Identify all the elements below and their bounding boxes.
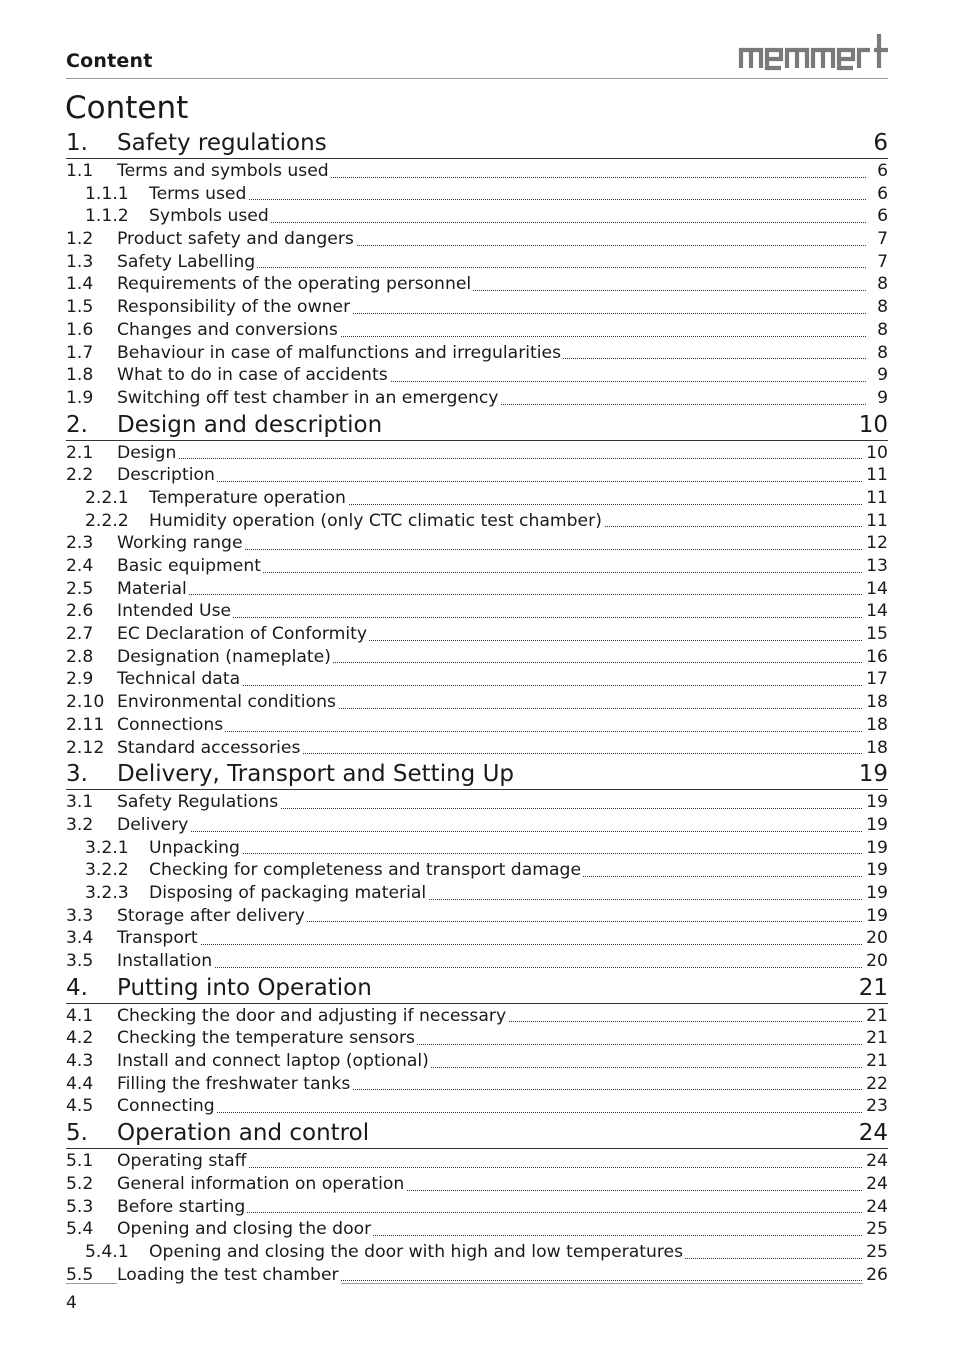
toc-entry[interactable] xyxy=(66,646,888,669)
toc-entry[interactable] xyxy=(66,1050,888,1073)
entry-number: 2.2.1 xyxy=(85,487,129,508)
entry-title: Description xyxy=(117,465,215,486)
entry-number: 2.8 xyxy=(66,646,94,667)
entry-number: 2.10 xyxy=(66,692,105,713)
entry-title: Environmental conditions xyxy=(117,692,336,713)
entry-title: General information on operation xyxy=(117,1173,405,1194)
entry-title: Requirements of the operating personnel xyxy=(117,274,472,295)
entry-number: 2.4 xyxy=(66,556,94,576)
toc-entry[interactable] xyxy=(66,859,888,882)
toc-entry[interactable] xyxy=(66,714,888,737)
entry-title: Connecting xyxy=(117,1096,215,1117)
entry-number: 5.2 xyxy=(66,1173,94,1194)
chapter-number: 4. xyxy=(66,974,88,1001)
entry-title: Behaviour in case of malfunctions and irregularities xyxy=(117,342,562,363)
entry-page-number: 14 xyxy=(863,578,888,601)
toc-entry[interactable] xyxy=(66,1150,888,1173)
entry-page-number: 14 xyxy=(863,600,888,623)
chapter-number: 3. xyxy=(66,761,88,788)
toc-entry[interactable] xyxy=(66,387,888,410)
entry-page-number: 11 xyxy=(863,510,888,533)
entry-page-number: 9 xyxy=(874,387,888,410)
entry-title: Symbols used xyxy=(149,206,269,227)
toc-entry[interactable] xyxy=(66,251,888,274)
entry-number: 1.6 xyxy=(66,319,94,340)
entry-page-number: 18 xyxy=(863,737,888,760)
chapter-page-number: 19 xyxy=(858,761,888,788)
toc-entry[interactable] xyxy=(66,600,888,623)
toc-entry[interactable] xyxy=(66,950,888,973)
toc-entry[interactable] xyxy=(66,837,888,860)
header-section-label: Content xyxy=(66,50,153,72)
entry-title: Standard accessories xyxy=(117,737,301,758)
entry-title: Disposing of packaging material xyxy=(149,882,427,903)
entry-title: Checking the temperature sensors xyxy=(117,1028,415,1049)
entry-title: Terms used xyxy=(149,183,247,204)
toc-chapter-heading[interactable] xyxy=(66,128,888,159)
entry-title: Designation (nameplate) xyxy=(117,646,331,667)
entry-page-number: 19 xyxy=(863,814,888,837)
entry-number: 2.7 xyxy=(66,624,94,645)
toc-entry[interactable] xyxy=(66,882,888,905)
chapter-page-number: 24 xyxy=(858,1120,888,1147)
toc-entry[interactable] xyxy=(66,1218,888,1241)
toc-entry[interactable] xyxy=(66,691,888,714)
toc-entry[interactable] xyxy=(66,464,888,487)
entry-number: 2.3 xyxy=(66,533,94,554)
entry-number: 3.2.2 xyxy=(85,860,129,881)
toc-entry[interactable] xyxy=(66,205,888,228)
memmert-logo xyxy=(738,30,890,72)
toc-chapter-heading[interactable] xyxy=(66,759,888,790)
entry-page-number: 10 xyxy=(863,442,888,465)
entry-title: Changes and conversions xyxy=(117,319,338,340)
toc-entry[interactable] xyxy=(66,442,888,465)
toc-entry[interactable] xyxy=(66,578,888,601)
entry-number: 1.1.1 xyxy=(85,183,129,204)
toc-chapter-heading[interactable] xyxy=(66,1118,888,1149)
entry-number: 5.4 xyxy=(66,1219,94,1240)
entry-number: 3.5 xyxy=(66,951,94,971)
entry-page-number: 24 xyxy=(863,1173,888,1196)
entry-page-number: 8 xyxy=(874,296,888,319)
toc-entry[interactable] xyxy=(66,342,888,365)
entry-page-number: 24 xyxy=(863,1150,888,1173)
dot-leader xyxy=(117,594,866,595)
entry-title: Safety Labelling xyxy=(117,251,256,272)
toc-entry[interactable] xyxy=(66,1005,888,1028)
entry-page-number: 24 xyxy=(863,1196,888,1219)
entry-number: 1.7 xyxy=(66,342,94,363)
chapter-number: 5. xyxy=(66,1120,88,1147)
entry-page-number: 17 xyxy=(863,668,888,691)
toc-entry[interactable] xyxy=(66,1027,888,1050)
entry-page-number: 21 xyxy=(863,1005,888,1028)
entry-title: Storage after delivery xyxy=(117,905,305,926)
entry-number: 2.12 xyxy=(66,737,105,758)
entry-page-number: 22 xyxy=(863,1073,888,1096)
entry-page-number: 23 xyxy=(863,1095,888,1118)
entry-number: 3.1 xyxy=(66,792,94,813)
entry-number: 2.2.2 xyxy=(85,510,129,531)
toc-entry[interactable] xyxy=(66,228,888,251)
toc-entry[interactable] xyxy=(66,532,888,555)
dot-leader xyxy=(149,199,866,200)
entry-number: 5.5 xyxy=(66,1264,94,1285)
entry-page-number: 19 xyxy=(863,905,888,928)
entry-page-number: 21 xyxy=(863,1027,888,1050)
toc-entry[interactable] xyxy=(66,623,888,646)
entry-title: Install and connect laptop (optional) xyxy=(117,1051,429,1072)
entry-title: Temperature operation xyxy=(149,487,346,508)
entry-number: 1.5 xyxy=(66,297,94,318)
entry-title: Intended Use xyxy=(117,601,232,622)
dot-leader xyxy=(117,831,866,832)
entry-page-number: 25 xyxy=(863,1241,888,1264)
entry-number: 1.8 xyxy=(66,365,94,386)
entry-title: Responsibility of the owner xyxy=(117,297,351,318)
entry-title: Terms and symbols used xyxy=(117,161,329,181)
chapter-title: Safety regulations xyxy=(117,130,327,156)
entry-title: Material xyxy=(117,578,187,599)
chapter-page-number: 10 xyxy=(858,411,888,438)
entry-number: 5.3 xyxy=(66,1196,94,1217)
dot-leader xyxy=(117,731,866,732)
entry-number: 1.9 xyxy=(66,387,94,408)
page-title: Content xyxy=(65,90,189,126)
entry-number: 3.4 xyxy=(66,928,94,949)
page-number: 4 xyxy=(66,1293,77,1313)
entry-title: Opening and closing the door xyxy=(117,1219,372,1240)
entry-title: What to do in case of accidents xyxy=(117,365,388,386)
entry-number: 3.2.1 xyxy=(85,837,129,858)
chapter-page-number: 6 xyxy=(873,130,888,156)
entry-title: Checking the door and adjusting if necessary xyxy=(117,1005,507,1026)
entry-page-number: 25 xyxy=(863,1218,888,1241)
chapter-number: 2. xyxy=(66,411,88,438)
toc-entry[interactable] xyxy=(66,160,888,183)
entry-page-number: 6 xyxy=(874,183,888,206)
entry-number: 5.4.1 xyxy=(85,1241,129,1262)
entry-number: 1.1.2 xyxy=(85,206,129,227)
entry-title: Opening and closing the door with high and low temperatures xyxy=(149,1241,684,1262)
toc-entry[interactable] xyxy=(66,814,888,837)
entry-page-number: 7 xyxy=(874,228,888,251)
entry-page-number: 19 xyxy=(863,882,888,905)
toc-entry[interactable] xyxy=(66,319,888,342)
toc-entry[interactable] xyxy=(66,737,888,760)
toc-entry[interactable] xyxy=(66,1241,888,1264)
chapter-title: Design and description xyxy=(117,411,383,438)
entry-title: Checking for completeness and transport damage xyxy=(149,860,582,881)
toc-entry[interactable] xyxy=(66,1196,888,1219)
dot-leader xyxy=(117,458,866,459)
entry-number: 1.1 xyxy=(66,161,94,181)
entry-title: Loading the test chamber xyxy=(117,1264,339,1285)
entry-page-number: 26 xyxy=(863,1264,888,1287)
entry-title: Filling the freshwater tanks xyxy=(117,1073,351,1094)
table-of-contents xyxy=(66,128,888,1286)
dot-leader xyxy=(117,967,866,968)
chapter-number: 1. xyxy=(66,130,88,156)
chapter-page-number: 21 xyxy=(858,974,888,1001)
chapter-title: Putting into Operation xyxy=(117,974,372,1001)
toc-entry[interactable] xyxy=(66,791,888,814)
entry-title: Humidity operation (only CTC climatic test chamber) xyxy=(149,510,602,531)
entry-title: Transport xyxy=(117,928,198,949)
entry-number: 4.5 xyxy=(66,1096,94,1117)
entry-title: Switching off test chamber in an emergency xyxy=(117,387,499,408)
entry-page-number: 11 xyxy=(863,464,888,487)
header-rule xyxy=(66,78,888,79)
entry-number: 3.2 xyxy=(66,814,94,835)
entry-title: Safety Regulations xyxy=(117,792,279,813)
entry-page-number: 6 xyxy=(874,205,888,228)
toc-entry[interactable] xyxy=(66,487,888,510)
entry-number: 1.4 xyxy=(66,274,94,295)
entry-page-number: 16 xyxy=(863,646,888,669)
entry-page-number: 18 xyxy=(863,691,888,714)
entry-page-number: 13 xyxy=(863,555,888,578)
entry-page-number: 8 xyxy=(874,273,888,296)
entry-page-number: 19 xyxy=(863,791,888,814)
dot-leader xyxy=(117,1112,866,1113)
entry-page-number: 12 xyxy=(863,532,888,555)
entry-number: 3.3 xyxy=(66,905,94,926)
toc-chapter-heading[interactable] xyxy=(66,410,888,441)
chapter-title: Delivery, Transport and Setting Up xyxy=(117,761,515,788)
entry-number: 5.1 xyxy=(66,1151,94,1172)
toc-entry[interactable] xyxy=(66,905,888,928)
dot-leader xyxy=(117,944,866,945)
entry-page-number: 20 xyxy=(863,927,888,950)
entry-number: 4.1 xyxy=(66,1005,94,1026)
entry-title: Operating staff xyxy=(117,1151,247,1172)
entry-title: Unpacking xyxy=(149,837,240,858)
entry-page-number: 19 xyxy=(863,859,888,882)
entry-number: 2.5 xyxy=(66,578,94,599)
toc-entry[interactable] xyxy=(66,296,888,319)
toc-entry[interactable] xyxy=(66,1073,888,1096)
entry-page-number: 21 xyxy=(863,1050,888,1073)
entry-title: Delivery xyxy=(117,814,189,835)
entry-number: 4.3 xyxy=(66,1051,94,1072)
dot-leader xyxy=(149,853,866,854)
entry-title: Product safety and dangers xyxy=(117,229,354,250)
entry-number: 3.2.3 xyxy=(85,882,129,903)
entry-number: 1.2 xyxy=(66,229,94,250)
entry-page-number: 19 xyxy=(863,837,888,860)
entry-number: 4.4 xyxy=(66,1073,94,1094)
entry-title: Design xyxy=(117,442,177,463)
toc-entry[interactable] xyxy=(66,1173,888,1196)
chapter-title: Operation and control xyxy=(117,1120,370,1147)
toc-chapter-heading[interactable] xyxy=(66,973,888,1004)
toc-entry[interactable] xyxy=(66,510,888,533)
entry-number: 2.2 xyxy=(66,465,94,486)
entry-page-number: 8 xyxy=(874,342,888,365)
entry-title: Installation xyxy=(117,951,213,971)
toc-entry[interactable] xyxy=(66,364,888,387)
entry-page-number: 20 xyxy=(863,950,888,973)
toc-entry[interactable] xyxy=(66,555,888,578)
entry-number: 2.11 xyxy=(66,714,105,735)
entry-page-number: 6 xyxy=(874,160,888,183)
entry-page-number: 9 xyxy=(874,364,888,387)
entry-number: 4.2 xyxy=(66,1028,94,1049)
entry-number: 1.3 xyxy=(66,251,94,272)
entry-title: Technical data xyxy=(117,669,241,690)
entry-number: 2.6 xyxy=(66,601,94,622)
entry-page-number: 7 xyxy=(874,251,888,274)
toc-entry[interactable] xyxy=(66,273,888,296)
entry-title: Connections xyxy=(117,714,224,735)
entry-title: Before starting xyxy=(117,1196,246,1217)
entry-page-number: 8 xyxy=(874,319,888,342)
entry-page-number: 18 xyxy=(863,714,888,737)
dot-leader xyxy=(117,481,866,482)
entry-title: Basic equipment xyxy=(117,556,261,576)
toc-entry[interactable] xyxy=(66,668,888,691)
toc-entry[interactable] xyxy=(66,1095,888,1118)
entry-number: 2.1 xyxy=(66,442,94,463)
entry-page-number: 15 xyxy=(863,623,888,646)
entry-title: Working range xyxy=(117,533,243,554)
toc-entry[interactable] xyxy=(66,927,888,950)
entry-number: 2.9 xyxy=(66,669,94,690)
entry-page-number: 11 xyxy=(863,487,888,510)
entry-title: EC Declaration of Conformity xyxy=(117,624,368,645)
toc-entry[interactable] xyxy=(66,183,888,206)
